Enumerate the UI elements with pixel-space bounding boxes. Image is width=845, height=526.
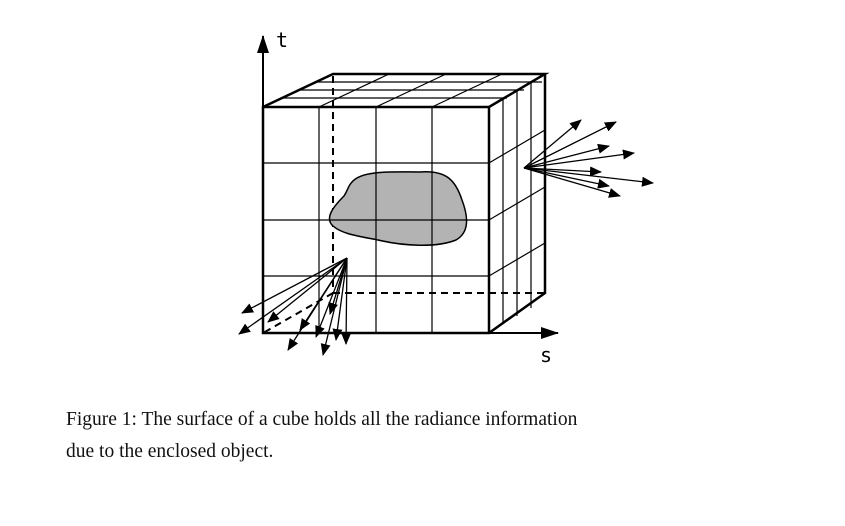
caption-line-2: due to the enclosed object. [66, 441, 274, 462]
ray [268, 258, 347, 322]
ray [242, 258, 347, 313]
ray [524, 168, 653, 183]
enclosed-object [329, 172, 466, 245]
right-face-grid [489, 82, 545, 324]
caption-line-1: Figure 1: The surface of a cube holds all the radiance information [66, 409, 578, 430]
s-axis-label: s [540, 343, 553, 367]
ray [346, 258, 347, 344]
t-axis-label: t [276, 28, 289, 52]
bottom-left-ray-bundle [239, 258, 347, 355]
ray [524, 168, 620, 196]
ray [524, 153, 634, 168]
figure-caption [66, 404, 836, 468]
